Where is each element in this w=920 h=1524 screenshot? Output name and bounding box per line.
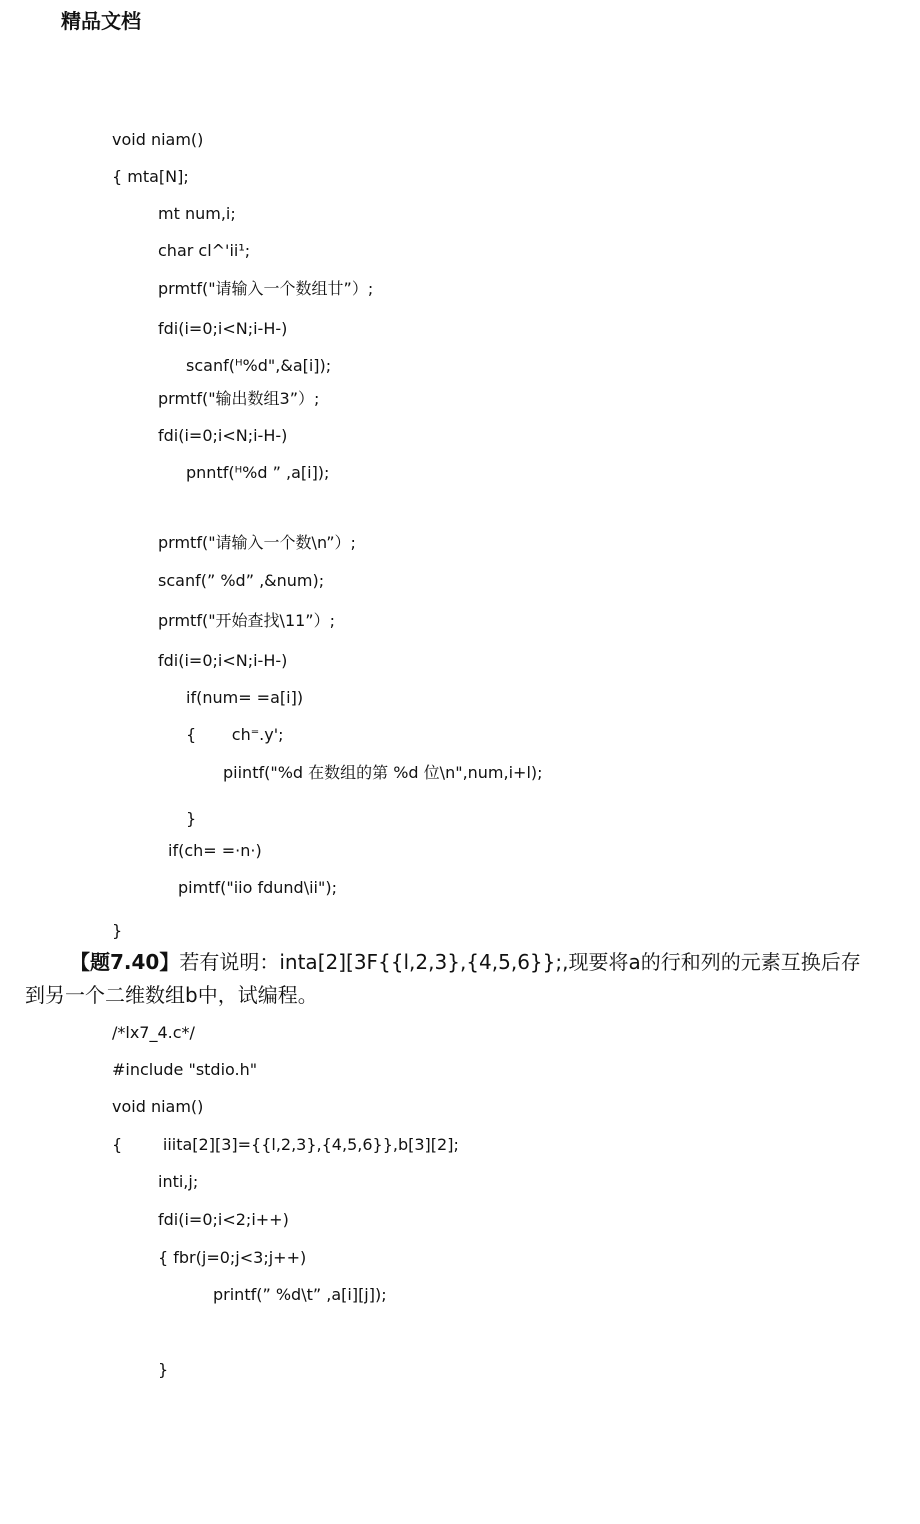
problem-statement-line-2: 到另一个二维数组b中，试编程。 bbox=[25, 983, 318, 1007]
code-line: scanf(ᴴ%d",&a[i]); bbox=[186, 356, 332, 375]
code-line: prmtf("请输入一个数组廿”）; bbox=[158, 279, 374, 298]
code-line: pnntf(ᴴ%d ” ,a[i]); bbox=[186, 463, 330, 482]
page-header-title: 精品文档 bbox=[61, 9, 141, 33]
code-line: if(num= =a[i]) bbox=[186, 688, 304, 707]
code-line: fdi(i=0;i<N;i-H-) bbox=[158, 651, 288, 670]
code-line: fdi(i=0;i<2;i++) bbox=[158, 1210, 289, 1229]
code-line: void niam() bbox=[112, 130, 204, 149]
code-line: { mta[N]; bbox=[112, 167, 189, 186]
code-line: char cl^'ii¹; bbox=[158, 241, 251, 260]
code-line: prmtf("开始查找\11”）; bbox=[158, 611, 335, 630]
code-line: pimtf("iio fdund\ii"); bbox=[178, 878, 337, 897]
code-line: inti,j; bbox=[158, 1172, 199, 1191]
code-line: prmtf("输出数组3”）; bbox=[158, 389, 320, 408]
code-line: } bbox=[186, 809, 197, 828]
code-line: printf(” %d\t” ,a[i][j]); bbox=[213, 1285, 387, 1304]
code-line: if(ch= =·n·) bbox=[168, 841, 262, 860]
code-line: prmtf("请输入一个数\n”）; bbox=[158, 533, 356, 552]
code-line: scanf(” %d” ,&num); bbox=[158, 571, 325, 590]
problem-text-1: 若有说明：inta[2][3F{{l,2,3},{4,5,6}};,现要将a的行和列的元素互换后存 bbox=[179, 950, 861, 974]
code-line: } bbox=[112, 921, 123, 940]
code-line: { fbr(j=0;j<3;j++) bbox=[158, 1248, 307, 1267]
code-line: } bbox=[158, 1360, 169, 1379]
code-line: mt num,i; bbox=[158, 204, 236, 223]
code-line: fdi(i=0;i<N;i-H-) bbox=[158, 426, 288, 445]
code-line: #include "stdio.h" bbox=[112, 1060, 258, 1079]
problem-label: 【题7.40】 bbox=[70, 950, 180, 974]
code-line: { ch⁼.y'; bbox=[186, 725, 284, 744]
problem-statement-line-1 bbox=[70, 947, 861, 977]
code-line: { iiita[2][3]={{l,2,3},{4,5,6}},b[3][2]; bbox=[112, 1135, 459, 1154]
code-line: void niam() bbox=[112, 1097, 204, 1116]
code-line: /*lx7_4.c*/ bbox=[112, 1023, 195, 1042]
code-line: fdi(i=0;i<N;i-H-) bbox=[158, 319, 288, 338]
code-line: piintf("%d 在数组的第 %d 位\n",num,i+l); bbox=[223, 763, 543, 782]
